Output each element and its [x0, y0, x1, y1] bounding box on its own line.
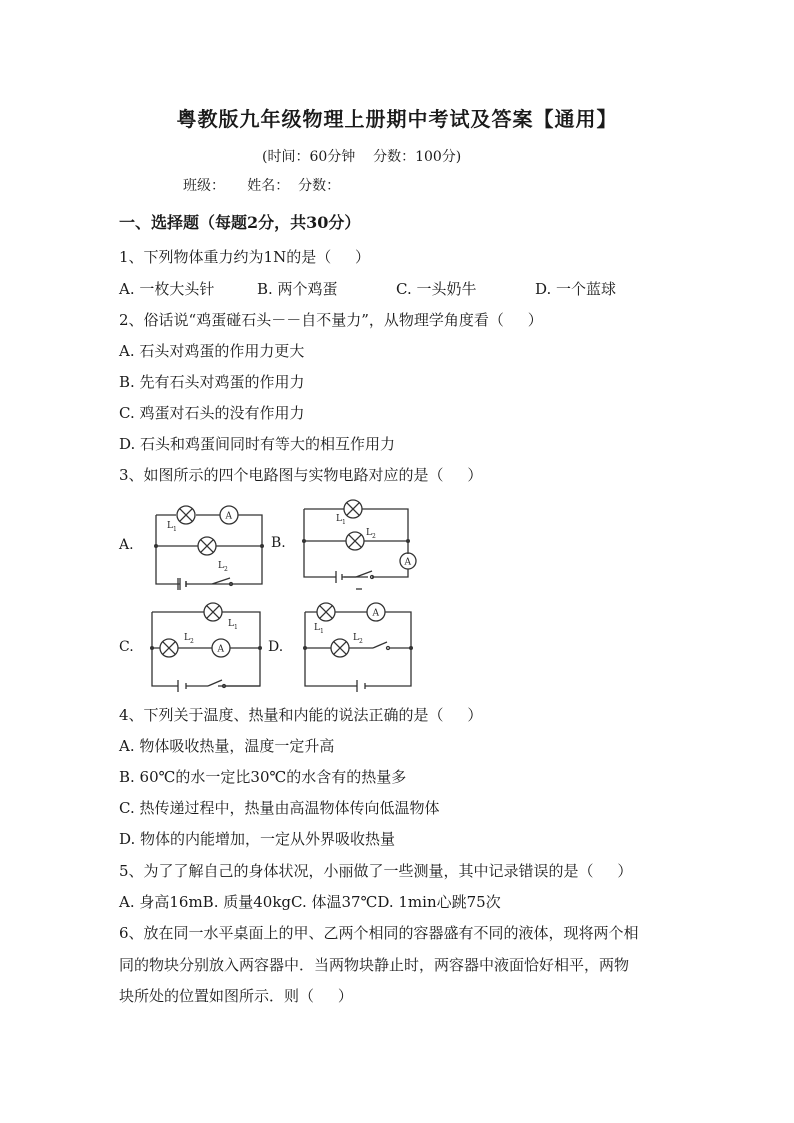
- svg-text:L: L: [353, 633, 359, 643]
- q3-label-d: D.: [268, 639, 284, 655]
- svg-text:L: L: [184, 633, 190, 643]
- circuit-diagram-b: [300, 497, 425, 593]
- switch-icon: [373, 642, 390, 650]
- svg-text:2: 2: [190, 638, 194, 645]
- battery-icon: [357, 680, 365, 692]
- question-3-stem: 3、如图所示的四个电路图与实物电路对应的是（ ）: [119, 466, 483, 484]
- exam-info: (时间：60分钟 分数：100分): [262, 149, 462, 165]
- question-1-stem: 1、下列物体重力约为1N的是（ ）: [119, 248, 371, 266]
- lamp-l1-icon: [317, 603, 335, 621]
- lamp-l1-icon: [344, 500, 362, 518]
- q5-option-a: A. 身高16mB. 质量40kgC. 体温37℃D. 1min心跳75次: [119, 893, 501, 911]
- svg-text:1: 1: [320, 628, 324, 635]
- q4-option-a: A. 物体吸收热量，温度一定升高: [119, 737, 335, 755]
- battery-icon: [180, 578, 186, 590]
- question-2-stem: 2、俗话说“鸡蛋碰石头－－自不量力”，从物理学角度看（ ）: [119, 311, 543, 329]
- q3-label-b: B.: [271, 535, 286, 551]
- svg-text:L: L: [218, 561, 224, 571]
- question-4-stem: 4、下列关于温度、热量和内能的说法正确的是（ ）: [119, 706, 483, 724]
- ammeter-icon: [367, 603, 385, 621]
- svg-text:L: L: [167, 521, 173, 531]
- question-6-line-1: 6、放在同一水平桌面上的甲、乙两个相同的容器盛有不同的液体，现将两个相: [119, 924, 639, 942]
- lamp-l2-icon: [331, 639, 349, 657]
- question-6-line-2: 同的物块分别放入两容器中．当两物块静止时，两容器中液面恰好相平，两物: [119, 956, 630, 974]
- question-6-line-3: 块所处的位置如图所示．则（ ）: [119, 987, 353, 1005]
- q1-option-d: D. 一个蓝球: [535, 280, 617, 298]
- svg-text:2: 2: [372, 533, 376, 540]
- svg-text:A: A: [225, 511, 232, 522]
- ammeter-icon: [212, 639, 230, 657]
- svg-text:L: L: [228, 619, 234, 629]
- question-1-options: [119, 279, 679, 299]
- circuit-diagram-a: [150, 500, 270, 590]
- q3-label-a: A.: [119, 537, 134, 553]
- question-5-stem: 5、为了了解自己的身体状况，小丽做了一些测量，其中记录错误的是（ ）: [119, 862, 633, 880]
- q2-option-d: D. 石头和鸡蛋间同时有等大的相互作用力: [119, 435, 396, 453]
- q1-option-b: B. 两个鸡蛋: [257, 280, 338, 298]
- svg-text:1: 1: [234, 624, 238, 631]
- q2-option-b: B. 先有石头对鸡蛋的作用力: [119, 373, 305, 391]
- svg-text:1: 1: [173, 526, 177, 533]
- circuit-diagram-c: [146, 598, 266, 694]
- q2-option-a: A. 石头对鸡蛋的作用力更大: [119, 342, 305, 360]
- ammeter-icon: [400, 553, 416, 569]
- battery-icon: [336, 571, 356, 583]
- q4-option-b: B. 60℃的水一定比30℃的水含有的热量多: [119, 768, 407, 786]
- q1-option-c: C. 一头奶牛: [396, 280, 477, 298]
- ammeter-icon: [220, 506, 238, 524]
- svg-text:L: L: [336, 514, 342, 524]
- lamp-l2-icon: [160, 639, 178, 657]
- lamp-l1-icon: [177, 506, 195, 524]
- switch-icon: [208, 680, 226, 688]
- q2-option-c: C. 鸡蛋对石头的没有作用力: [119, 404, 305, 422]
- svg-text:2: 2: [224, 566, 228, 573]
- q1-option-a: A. 一枚大头针: [119, 280, 215, 298]
- lamp-l2-icon: [198, 537, 216, 555]
- q4-option-d: D. 物体的内能增加，一定从外界吸收热量: [119, 830, 396, 848]
- svg-text:A: A: [404, 557, 411, 568]
- section-heading-choice: 一、选择题（每题2分，共30分）: [119, 213, 361, 232]
- student-info-line: 班级： 姓名： 分数：: [183, 178, 341, 194]
- q4-option-c: C. 热传递过程中，热量由高温物体传向低温物体: [119, 799, 440, 817]
- svg-text:A: A: [372, 608, 379, 619]
- svg-text:A: A: [217, 644, 224, 655]
- lamp-l2-icon: [346, 532, 364, 550]
- circuit-diagram-d: [297, 598, 417, 694]
- lamp-l1-icon: [204, 603, 222, 621]
- svg-text:2: 2: [359, 638, 363, 645]
- svg-text:1: 1: [342, 519, 346, 526]
- battery-icon: [178, 680, 186, 692]
- page-title: 粤教版九年级物理上册期中考试及答案【通用】: [176, 107, 618, 131]
- q3-label-c: C.: [119, 639, 134, 655]
- svg-text:L: L: [366, 528, 372, 538]
- svg-text:L: L: [314, 623, 320, 633]
